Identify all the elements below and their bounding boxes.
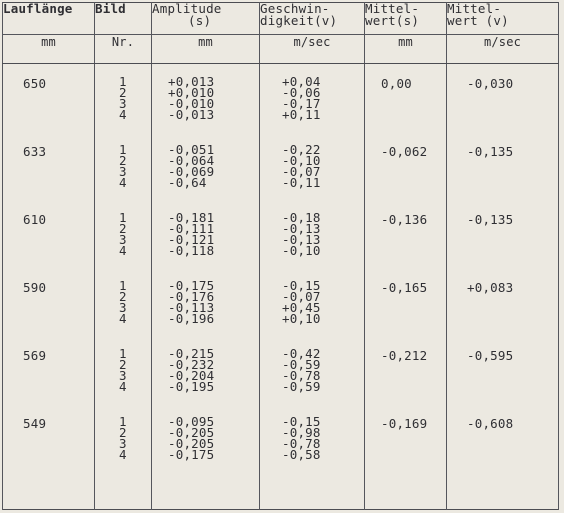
cell-bild-value: 1: [119, 345, 127, 361]
cell-bild-value: 3: [119, 299, 127, 315]
filler-cell: [95, 484, 152, 510]
group-row: [3, 64, 559, 144]
filler-row: [3, 484, 559, 510]
cell-geschwindigkeit-value: -0,11: [282, 174, 321, 190]
unit-geschwindigkeit: m/sec: [260, 35, 365, 64]
cell-geschwindigkeit-value: +0,04: [282, 74, 321, 89]
cell-bild-value: 1: [119, 141, 127, 157]
cell-amplitude-value: -0,196: [168, 310, 215, 326]
cell-bild-value: 2: [119, 356, 127, 372]
cell-geschwindigkeit-value: -0,13: [282, 231, 321, 247]
header-amplitude-line1: Amplitude: [152, 1, 222, 16]
cell-geschwindigkeit-value: -0,59: [282, 378, 321, 394]
cell-amplitude-value: -0,215: [168, 345, 215, 361]
cell-bild-value: 4: [119, 378, 127, 394]
cell-amplitude-value: -0,205: [168, 424, 215, 440]
cell-lauflaenge: 650: [3, 64, 95, 144]
cell-geschwindigkeit-value: -0,98: [282, 424, 321, 440]
cell-amplitude-value: -0,069: [168, 163, 215, 179]
cell-geschwindigkeit: [260, 64, 365, 144]
cell-bild-value: 2: [119, 85, 127, 100]
cell-bild-value: 2: [119, 152, 127, 168]
cell-amplitude-value: -0,121: [168, 231, 215, 247]
cell-geschwindigkeit-value: +0,45: [282, 299, 321, 315]
cell-lauflaenge: 569: [3, 348, 95, 416]
cell-amplitude-value: -0,175: [168, 446, 215, 462]
cell-amplitude-value: -0,118: [168, 242, 215, 258]
cell-amplitude: [152, 209, 260, 280]
header-geschwindigkeit-line2: digkeit(v): [260, 13, 338, 28]
header-mittelwert-s-line1: Mittel-: [365, 1, 420, 16]
cell-bild: [95, 64, 152, 144]
cell-lauflaenge: 549: [3, 416, 95, 484]
header-geschwindigkeit-line1: Geschwin-: [260, 1, 330, 16]
cell-geschwindigkeit-value: -0,07: [282, 163, 321, 179]
cell-geschwindigkeit-value: -0,15: [282, 413, 321, 429]
cell-amplitude-value: -0,113: [168, 299, 215, 315]
filler-cell: [447, 484, 559, 510]
cell-bild-value: 2: [119, 220, 127, 236]
cell-mittelwert-s: -0,136: [365, 212, 447, 280]
cell-amplitude-value: -0,195: [168, 378, 215, 394]
unit-mittelwert-s: mm: [365, 35, 447, 64]
cell-lauflaenge: 610: [3, 212, 95, 280]
unit-mittelwert-v: m/sec: [447, 35, 559, 64]
cell-bild: [95, 209, 152, 280]
cell-bild-value: 2: [119, 288, 127, 304]
cell-bild-value: 4: [119, 446, 127, 462]
cell-amplitude-value: -0,232: [168, 356, 215, 372]
cell-mittelwert-v: -0,608: [447, 416, 559, 484]
cell-geschwindigkeit-value: +0,11: [282, 107, 321, 122]
cell-geschwindigkeit-value: -0,22: [282, 141, 321, 157]
group-row: [3, 144, 559, 212]
header-row: [3, 3, 559, 35]
header-mittelwert-v: [447, 3, 559, 35]
cell-geschwindigkeit: [260, 413, 365, 484]
filler-cell: [3, 484, 95, 510]
cell-amplitude-value: -0,051: [168, 141, 215, 157]
cell-mittelwert-s: -0,165: [365, 280, 447, 348]
cell-bild-value: 3: [119, 96, 127, 111]
cell-geschwindigkeit-value: -0,10: [282, 242, 321, 258]
unit-row: [3, 35, 559, 64]
cell-amplitude-value: -0,181: [168, 209, 215, 225]
cell-bild: [95, 413, 152, 484]
cell-lauflaenge: 633: [3, 144, 95, 212]
header-amplitude-line2: (s): [188, 13, 212, 28]
unit-lauflaenge: mm: [3, 35, 95, 64]
group-row: [3, 212, 559, 280]
cell-geschwindigkeit-value: -0,58: [282, 446, 321, 462]
filler-cell: [260, 484, 365, 510]
cell-mittelwert-s: -0,169: [365, 416, 447, 484]
header-mittelwert-v-line1: Mittel-: [447, 1, 502, 16]
cell-geschwindigkeit-value: -0,18: [282, 209, 321, 225]
cell-geschwindigkeit-value: -0,17: [282, 96, 321, 111]
cell-amplitude-value: -0,64: [168, 174, 207, 190]
cell-bild-value: 3: [119, 231, 127, 247]
cell-amplitude: [152, 413, 260, 484]
header-mittelwert-s-line2: wert(s): [365, 13, 420, 28]
cell-mittelwert-s: -0,212: [365, 348, 447, 416]
cell-mittelwert-v: -0,595: [447, 348, 559, 416]
cell-geschwindigkeit-value: -0,07: [282, 288, 321, 304]
cell-geschwindigkeit-value: -0,78: [282, 435, 321, 451]
cell-geschwindigkeit-value: -0,13: [282, 220, 321, 236]
cell-geschwindigkeit-value: -0,06: [282, 85, 321, 100]
cell-mittelwert-s: 0,00: [365, 64, 447, 144]
cell-geschwindigkeit: [260, 209, 365, 280]
cell-amplitude-value: -0,175: [168, 277, 215, 293]
header-mittelwert-s: [365, 3, 447, 35]
cell-amplitude-value: -0,010: [168, 96, 215, 111]
cell-geschwindigkeit: [260, 141, 365, 212]
cell-amplitude-value: -0,064: [168, 152, 215, 168]
filler-cell: [365, 484, 447, 510]
cell-mittelwert-v: -0,135: [447, 212, 559, 280]
cell-geschwindigkeit: [260, 345, 365, 416]
cell-geschwindigkeit-value: -0,15: [282, 277, 321, 293]
cell-bild-value: 4: [119, 242, 127, 258]
header-mittelwert-v-line2: wert (v): [447, 13, 509, 28]
cell-mittelwert-s: -0,062: [365, 144, 447, 212]
cell-geschwindigkeit: [260, 277, 365, 348]
unit-amplitude: mm: [152, 35, 260, 64]
cell-geschwindigkeit-value: -0,10: [282, 152, 321, 168]
cell-amplitude: [152, 141, 260, 212]
cell-bild-value: 4: [119, 107, 127, 122]
group-row: [3, 280, 559, 348]
header-amplitude: [152, 3, 260, 35]
cell-amplitude: [152, 345, 260, 416]
cell-geschwindigkeit-value: -0,42: [282, 345, 321, 361]
cell-amplitude: [152, 277, 260, 348]
header-geschwindigkeit: [260, 3, 365, 35]
cell-geschwindigkeit-value: +0,10: [282, 310, 321, 326]
cell-bild-value: 3: [119, 435, 127, 451]
cell-bild-value: 1: [119, 413, 127, 429]
cell-bild: [95, 345, 152, 416]
cell-geschwindigkeit-value: -0,78: [282, 367, 321, 383]
cell-bild-value: 3: [119, 163, 127, 179]
cell-mittelwert-v: +0,083: [447, 280, 559, 348]
measurement-table: [2, 2, 559, 510]
cell-amplitude-value: +0,013: [168, 74, 215, 89]
cell-geschwindigkeit-value: -0,59: [282, 356, 321, 372]
cell-amplitude: [152, 64, 260, 144]
cell-amplitude-value: -0,176: [168, 288, 215, 304]
group-row: [3, 416, 559, 484]
header-bild: Bild: [95, 3, 152, 35]
cell-bild-value: 3: [119, 367, 127, 383]
filler-cell: [152, 484, 260, 510]
cell-bild: [95, 141, 152, 212]
cell-amplitude-value: -0,095: [168, 413, 215, 429]
unit-bild: Nr.: [95, 35, 152, 64]
cell-amplitude-value: -0,111: [168, 220, 215, 236]
cell-bild-value: 1: [119, 209, 127, 225]
group-row: [3, 348, 559, 416]
cell-bild-value: 1: [119, 277, 127, 293]
cell-amplitude-value: -0,205: [168, 435, 215, 451]
cell-bild-value: 4: [119, 174, 127, 190]
cell-bild: [95, 277, 152, 348]
cell-bild-value: 4: [119, 310, 127, 326]
cell-mittelwert-v: -0,135: [447, 144, 559, 212]
cell-mittelwert-v: -0,030: [447, 64, 559, 144]
cell-amplitude-value: -0,013: [168, 107, 215, 122]
cell-bild-value: 2: [119, 424, 127, 440]
cell-lauflaenge: 590: [3, 280, 95, 348]
cell-amplitude-value: -0,204: [168, 367, 215, 383]
header-lauflaenge: Lauflänge: [3, 3, 95, 35]
cell-amplitude-value: +0,010: [168, 85, 215, 100]
cell-bild-value: 1: [119, 74, 127, 89]
